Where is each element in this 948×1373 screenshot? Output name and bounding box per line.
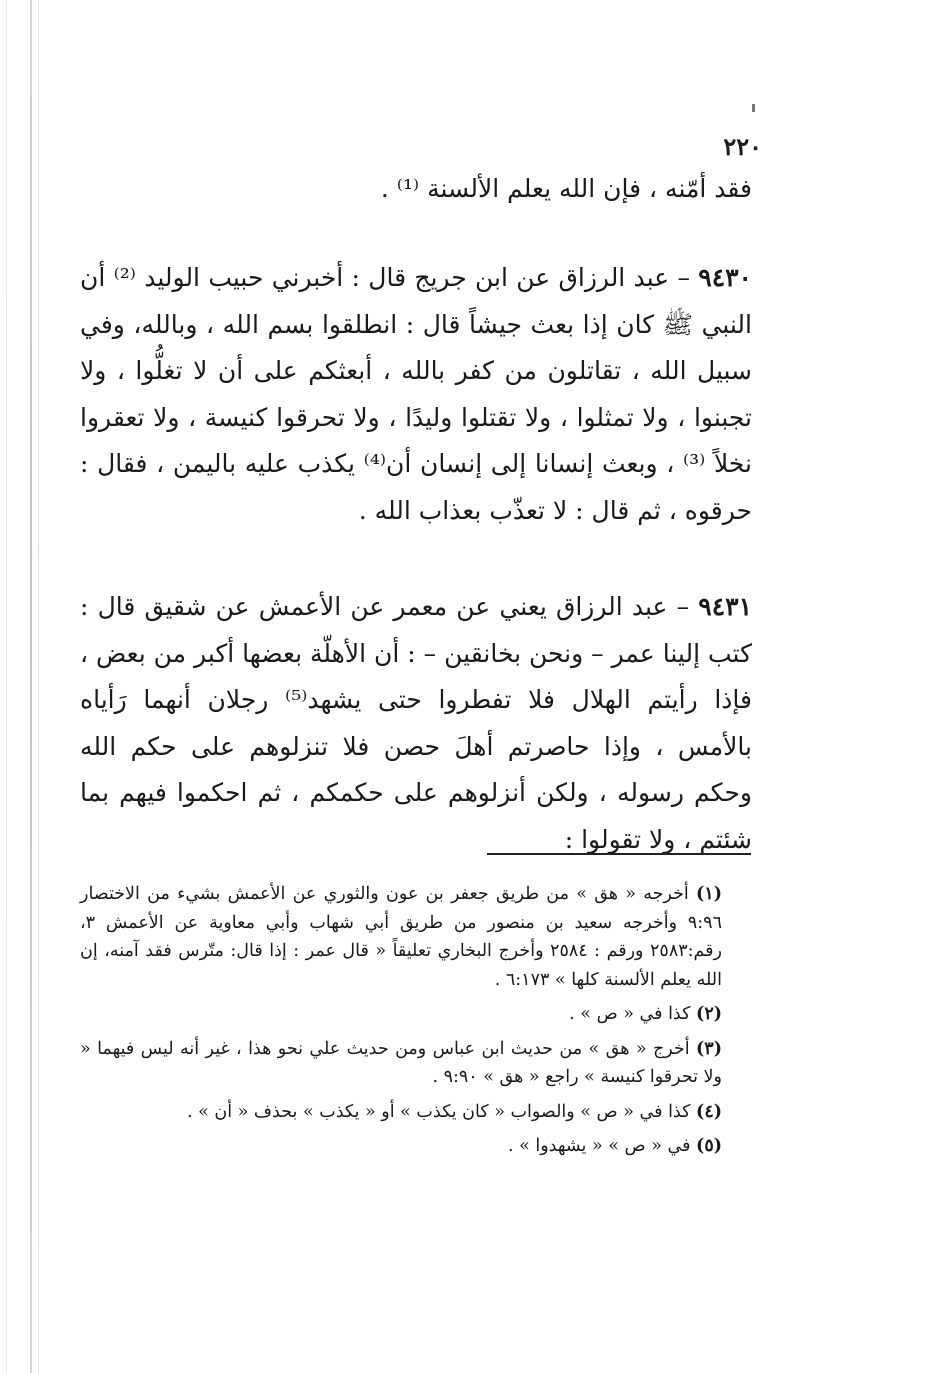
footnote	[80, 1098, 752, 1127]
footnote-marker: (١)	[696, 884, 722, 904]
hadith-text: – عبد الرزاق يعني عن معمر عن الأعمش عن شقيق قال : كتب إلينا عمر – ونحن بخانقين – : أن الأهلّة بعضها أكبر من بعض ، فإذا رأيتم الهلال فلا تفطروا حتى يشهد⁽⁵⁾ رجلان أنهما رَأياه بالأمس ، وإذا حاصرتم أهلَ حصن فلا تنزلوهم على حكم الله وحكم رسوله ، ولكن أنزلوهم على حكمكم ، ثم احكموا فيهم بما شئتم ، ولا تقولوا :	[80, 592, 752, 854]
binding-edge-line	[30, 0, 32, 1373]
page-mark	[752, 104, 755, 112]
binding-edge-line	[38, 0, 39, 1373]
footnote	[80, 880, 752, 994]
footnote-text: كذا في « ص » والصواب « كان يكذب » أو « يكذب » بحذف « أن » .	[186, 1101, 691, 1122]
continuation-paragraph	[80, 166, 752, 213]
footnote-marker: (٢)	[696, 1004, 722, 1024]
footnote-marker: (٣)	[696, 1038, 722, 1059]
hadith-number: ٩٤٣٠	[698, 263, 752, 292]
hadith-entry	[80, 584, 752, 863]
footnote-text: في « ص » « يشهدوا » .	[507, 1136, 691, 1156]
binding-edge-line	[6, 0, 7, 1373]
hadith-paragraph	[80, 584, 752, 863]
footnote-marker: (٥)	[696, 1136, 722, 1156]
footnote-text: أخرجه « هق » من طريق جعفر بن عون والثوري عن الأعمش بشيء من الاختصار ٩:٩٦ وأخرجه سعيد بن منصور من طريق أبي شهاب وأبي معاوية عن الأعمش ٣، رقم:٢٥٨٣ ورقم : ٢٥٨٤ وأخرج البخاري تعليقاً « قال عمر : إذا قال: متّرس فقد آمنه، إن الله يعلم الألسنة كلها » ٦:١٧٣ .	[80, 884, 722, 990]
hadith-text: – عبد الرزاق عن ابن جريج قال : أخبرني حبيب الوليد ⁽²⁾ أن النبي ﷺ كان إذا بعث جيشاً قال : انطلقوا بسم الله ، وبالله، وفي سبيل الله ، تقاتلون من كفر بالله ، أبعثكم على أن لا تغلُّوا ، ولا تجبنوا ، ولا تمثلوا ، ولا تقتلوا وليدًا ، ولا تحرقوا كنيسة ، ولا تعقروا نخلاً ⁽³⁾ ، وبعث إنسانا إلى إنسان أن⁽⁴⁾ يكذب عليه باليمن ، فقال : حرقوه ، ثم قال : لا تعذّب بعذاب الله .	[80, 263, 752, 525]
footnote	[80, 1035, 752, 1092]
footnote-marker: (٤)	[696, 1101, 722, 1122]
footnote	[80, 1000, 752, 1029]
continuation-text: فقد أمّنه ، فإن الله يعلم الألسنة ⁽¹⁾ .	[380, 174, 752, 203]
footnote-text: كذا في « ص » .	[569, 1004, 691, 1024]
footnote	[80, 1132, 752, 1161]
hadith-number: ٩٤٣١	[698, 592, 752, 621]
footnote-separator	[487, 853, 751, 855]
footnote-text: أخرج « هق » من حديث ابن عباس ومن حديث علي نحو هذا ، غير أنه ليس فيهما « ولا تحرقوا كنيسة » راجع « هق » ٩:٩٠ .	[80, 1038, 722, 1087]
page-number: ٢٢٠	[723, 132, 762, 161]
footnotes-section	[80, 880, 752, 1167]
hadith-entry	[80, 255, 752, 534]
hadith-paragraph	[80, 255, 752, 534]
